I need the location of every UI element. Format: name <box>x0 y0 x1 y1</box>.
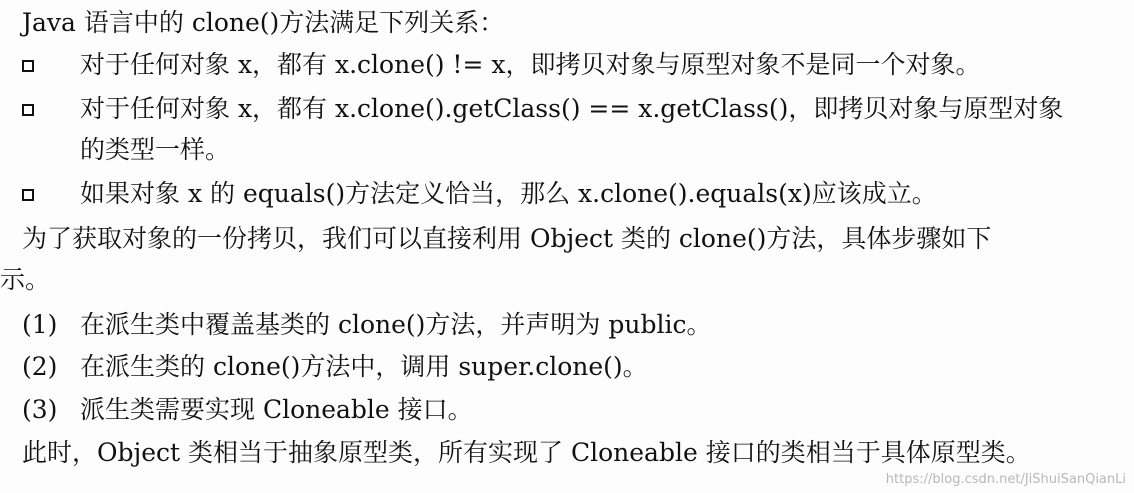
paragraph-line-2: 示。 <box>0 265 51 294</box>
checkbox-bullet-icon <box>22 189 34 201</box>
step-text: 派生类需要实现 Cloneable 接口。 <box>80 395 473 424</box>
step-number: (1) <box>22 310 58 339</box>
bullet-continuation: 的类型一样。 <box>80 135 231 164</box>
step-text: 在派生类的 clone()方法中，调用 super.clone()。 <box>80 352 648 381</box>
checkbox-bullet-icon <box>22 104 34 116</box>
intro-text: Java 语言中的 clone()方法满足下列关系： <box>22 8 505 37</box>
step-number: (3) <box>22 395 58 424</box>
watermark-url: https://blog.csdn.net/JiShuiSanQianLi <box>885 472 1126 487</box>
bullet-text: 对于任何对象 x，都有 x.clone() != x，即拷贝对象与原型对象不是同一个对象。 <box>80 50 981 79</box>
bullet-text: 如果对象 x 的 equals()方法定义恰当，那么 x.clone().equals(x)应该成立。 <box>80 179 937 208</box>
step-text: 在派生类中覆盖基类的 clone()方法，并声明为 public。 <box>80 310 712 339</box>
paragraph-line-1: 为了获取对象的一份拷贝，我们可以直接利用 Object 类的 clone()方法，具体步骤如下 <box>22 224 992 253</box>
bullet-text: 对于任何对象 x，都有 x.clone().getClass() == x.getClass()，即拷贝对象与原型对象 <box>80 94 1064 123</box>
checkbox-bullet-icon <box>22 60 34 72</box>
step-number: (2) <box>22 352 58 381</box>
conclusion-text: 此时，Object 类相当于抽象原型类，所有实现了 Cloneable 接口的类相当于具体原型类。 <box>22 438 1031 467</box>
